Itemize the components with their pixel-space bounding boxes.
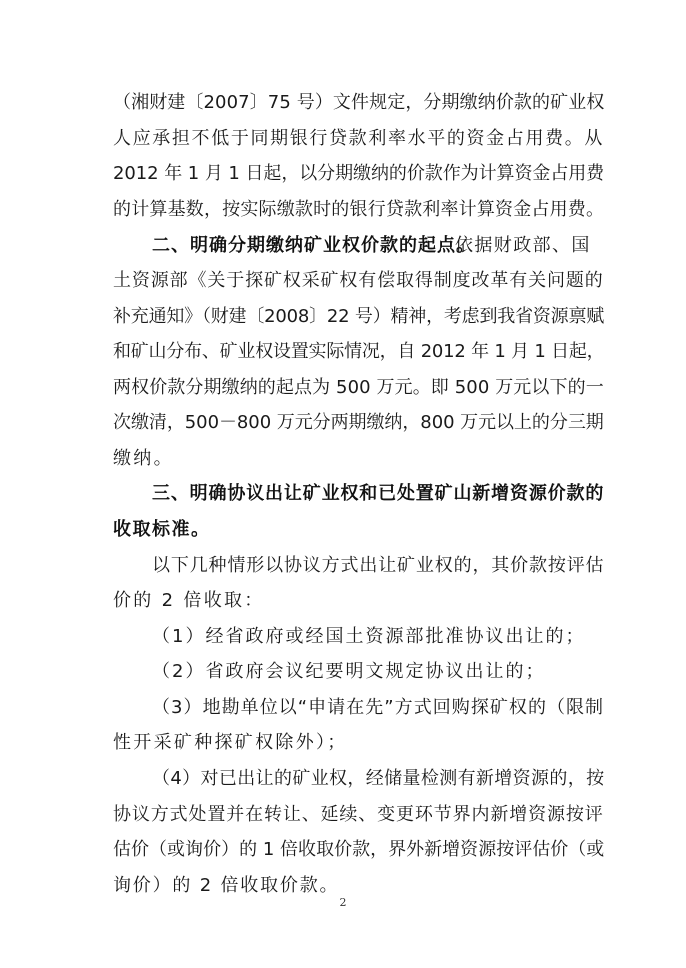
paragraph-line-5-continued: 依据财政部、国: [455, 235, 591, 256]
list-item-1: （1）经省政府或经国土资源部批准协议出让的；: [152, 626, 586, 647]
section-heading-2: 二、明确分期缴纳矿业权价款的起点。: [152, 235, 475, 256]
list-item-4-line-3: 估价（或询价）的 1 倍收取价款，界外新增资源按评估价（或: [113, 839, 605, 860]
paragraph-line-4: 的计算基数，按实际缴款时的银行贷款利率计算资金占用费。: [113, 199, 605, 220]
paragraph-line-3: 2012 年 1 月 1 日起，以分期缴纳的价款作为计算资金占用费: [113, 163, 605, 184]
list-item-4: （4）对已出让的矿业权，经储量检测有新增资源的，按: [152, 768, 605, 789]
paragraph-line-10: 次缴清，500－800 万元分两期缴纳，800 万元以上的分三期: [113, 412, 604, 433]
paragraph-line-8: 和矿山分布、矿业权设置实际情况，自 2012 年 1 月 1 日起，: [113, 341, 605, 362]
list-item-4-line-4: 询价）的 2 倍收取价款。: [113, 875, 340, 896]
paragraph-line-2: 人应承担不低于同期银行贷款利率水平的资金占用费。从: [113, 128, 604, 149]
list-item-3: （3）地勘单位以“申请在先”方式回购探矿权的（限制: [152, 697, 605, 718]
paragraph-line-1: （湘财建〔2007〕75 号）文件规定，分期缴纳价款的矿业权: [113, 92, 605, 113]
paragraph-line-11: 缴纳。: [113, 448, 174, 469]
section-heading-3: 三、明确协议出让矿业权和已处置矿山新增资源价款的: [152, 483, 605, 504]
list-item-2: （2）省政府会议纪要明文规定协议出让的；: [152, 661, 546, 682]
list-item-3-continued: 性开采矿种探矿权除外）；: [113, 732, 348, 753]
paragraph-line-9: 两权价款分期缴纳的起点为 500 万元。即 500 万元以下的一: [113, 377, 604, 398]
page-number: 2: [339, 896, 347, 909]
paragraph-line-14: 以下几种情形以协议方式出让矿业权的，其价款按评估: [152, 555, 605, 576]
paragraph-line-6: 土资源部《关于探矿权采矿权有偿取得制度改革有关问题的: [113, 270, 604, 291]
section-heading-3-continued: 收取标准。: [113, 519, 211, 540]
paragraph-line-7: 补充通知》（财建〔2008〕22 号）精神，考虑到我省资源禀赋: [113, 306, 605, 327]
list-item-4-line-2: 协议方式处置并在转让、延续、变更环节界内新增资源按评: [113, 804, 604, 825]
paragraph-line-15: 价的 2 倍收取：: [113, 590, 265, 611]
